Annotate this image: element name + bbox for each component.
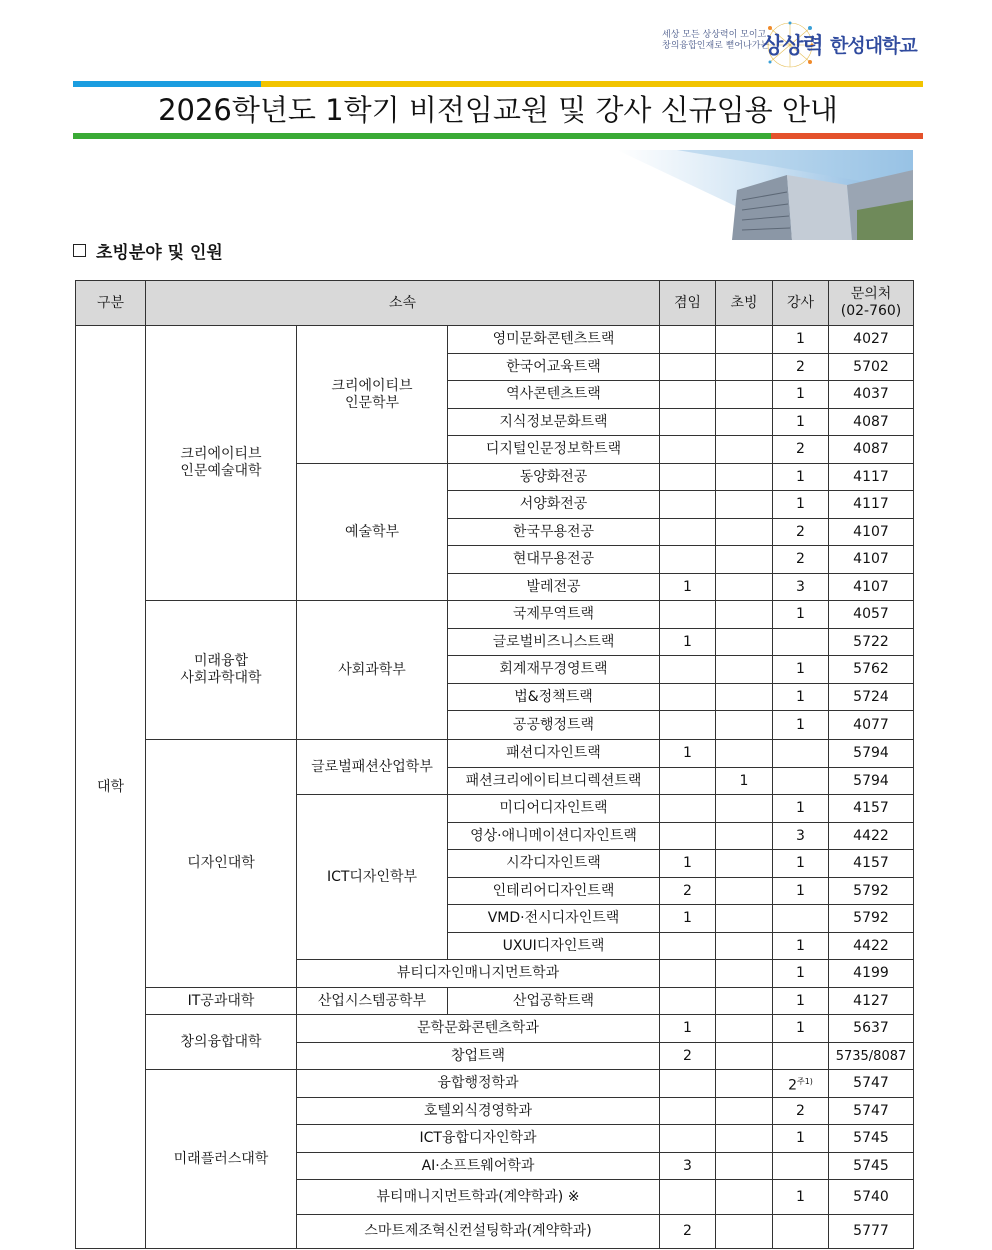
header-concurrent: 겸임 — [660, 281, 716, 326]
track-cell: 뷰티매니지먼트학과(계약학과) ※ — [297, 1180, 660, 1215]
lecturer-count-cell: 1 — [773, 711, 829, 740]
college-cell: 크리에이티브 인문예술대학 — [146, 326, 297, 601]
concurrent-count-cell — [660, 381, 716, 409]
track-cell: UXUI디자인트랙 — [448, 933, 660, 960]
header-contact — [829, 281, 914, 326]
invited-count-cell — [716, 1180, 773, 1215]
lecturer-count-cell — [773, 740, 829, 768]
concurrent-count-cell — [660, 684, 716, 711]
contact-extension-cell: 4107 — [829, 574, 914, 601]
invited-count-cell — [716, 629, 773, 656]
contact-extension-cell: 5735/8087 — [829, 1043, 914, 1070]
lecturer-count-cell: 1 — [773, 850, 829, 878]
concurrent-count-cell: 1 — [660, 850, 716, 878]
department-cell: 글로벌패션산업학부 — [297, 740, 448, 795]
track-cell: 한국무용전공 — [448, 519, 660, 546]
college-cell: 창의융합대학 — [146, 1015, 297, 1070]
lecturer-count-cell: 1 — [773, 656, 829, 684]
college-cell: 미래융합 사회과학대학 — [146, 601, 297, 740]
lecturer-count-cell: $2^{주1)}$ — [773, 1070, 829, 1098]
invited-count-cell — [716, 1015, 773, 1043]
contact-extension-cell: 4422 — [829, 823, 914, 850]
lecturer-count-cell: 1 — [773, 878, 829, 905]
track-cell: 공공행정트랙 — [448, 711, 660, 740]
invited-count-cell — [716, 933, 773, 960]
department-cell: 사회과학부 — [297, 601, 448, 740]
contact-extension-cell: 4422 — [829, 933, 914, 960]
track-cell: 패션크리에이티브디렉션트랙 — [448, 768, 660, 795]
contact-extension-cell: 4107 — [829, 546, 914, 574]
contact-extension-cell: 4199 — [829, 960, 914, 988]
lecturer-count-cell: 2 — [773, 519, 829, 546]
lecturer-count-cell — [773, 1215, 829, 1249]
concurrent-count-cell — [660, 988, 716, 1015]
lecturer-count-cell: 1 — [773, 409, 829, 436]
header-contact-line2: (02-760) — [840, 303, 902, 319]
table-row — [76, 988, 914, 1015]
header-invited: 초빙 — [716, 281, 773, 326]
invited-count-cell — [716, 326, 773, 354]
department-cell: 예술학부 — [297, 464, 448, 601]
concurrent-count-cell — [660, 795, 716, 823]
college-cell: IT공과대학 — [146, 988, 297, 1015]
concurrent-count-cell — [660, 823, 716, 850]
track-cell: 시각디자인트랙 — [448, 850, 660, 878]
lecturer-count-cell: 2 — [773, 546, 829, 574]
footnote-marker: 주1) — [796, 1076, 813, 1086]
checkbox-square-icon — [73, 244, 86, 257]
logo-university-name: 한성대학교 — [830, 35, 917, 57]
invited-count-cell — [716, 740, 773, 768]
invited-count-cell — [716, 464, 773, 491]
table-row — [76, 1070, 914, 1098]
invited-count-cell — [716, 823, 773, 850]
invited-count-cell — [716, 850, 773, 878]
track-cell: VMD·전시디자인트랙 — [448, 905, 660, 933]
header-contact-line1: 문의처 — [850, 286, 892, 302]
invited-count-cell — [716, 546, 773, 574]
lecturer-count-cell: 1 — [773, 988, 829, 1015]
header-affiliation: 소속 — [146, 281, 660, 326]
invited-count-cell — [716, 795, 773, 823]
concurrent-count-cell: 1 — [660, 629, 716, 656]
contact-extension-cell: 5745 — [829, 1125, 914, 1153]
contact-extension-cell: 4077 — [829, 711, 914, 740]
track-cell: 법&정책트랙 — [448, 684, 660, 711]
invited-count-cell — [716, 1070, 773, 1098]
invited-count-cell — [716, 878, 773, 905]
section-heading — [73, 238, 223, 263]
page-title: 2026학년도 1학기 비전임교원 및 강사 신규임용 안내 — [158, 93, 838, 127]
lecturer-count-cell: 3 — [773, 823, 829, 850]
lecturer-count-cell — [773, 768, 829, 795]
track-cell: 호텔외식경영학과 — [297, 1098, 660, 1125]
logo-brand: 상상력 — [762, 34, 823, 59]
slogan-line-1: 세상 모든 상상력이 모이고 — [662, 30, 767, 40]
track-cell: 영미문화콘텐츠트랙 — [448, 326, 660, 354]
concurrent-count-cell — [660, 326, 716, 354]
table-row — [76, 1015, 914, 1043]
contact-extension-cell: 5794 — [829, 740, 914, 768]
header-bar-red — [771, 133, 923, 139]
slogan-line-2: 창의융합인재로 뻗어나가는 — [662, 41, 770, 51]
concurrent-count-cell — [660, 546, 716, 574]
concurrent-count-cell: 2 — [660, 878, 716, 905]
header-bar-green — [73, 133, 771, 139]
lecturer-count-cell: 1 — [773, 684, 829, 711]
lecturer-count-cell: 1 — [773, 381, 829, 409]
lecturer-count-cell: 3 — [773, 574, 829, 601]
track-cell: 국제무역트랙 — [448, 601, 660, 629]
invited-count-cell: 1 — [716, 768, 773, 795]
concurrent-count-cell — [660, 768, 716, 795]
invited-count-cell — [716, 1215, 773, 1249]
concurrent-count-cell — [660, 464, 716, 491]
section-heading-text: 초빙분야 및 인원 — [96, 243, 223, 263]
invited-count-cell — [716, 711, 773, 740]
track-cell: 한국어교육트랙 — [448, 354, 660, 381]
track-cell: 지식정보문화트랙 — [448, 409, 660, 436]
contact-extension-cell: 5794 — [829, 768, 914, 795]
invited-count-cell — [716, 960, 773, 988]
track-cell: 발레전공 — [448, 574, 660, 601]
contact-extension-cell: 4117 — [829, 491, 914, 519]
lecturer-count-cell: 1 — [773, 795, 829, 823]
invited-count-cell — [716, 656, 773, 684]
invited-count-cell — [716, 1125, 773, 1153]
track-cell: 패션디자인트랙 — [448, 740, 660, 768]
university-logo — [662, 18, 918, 72]
concurrent-count-cell — [660, 601, 716, 629]
contact-extension-cell: 4107 — [829, 519, 914, 546]
department-cell: ICT디자인학부 — [297, 795, 448, 960]
concurrent-count-cell: 1 — [660, 740, 716, 768]
invited-count-cell — [716, 1098, 773, 1125]
invited-count-cell — [716, 491, 773, 519]
lecturer-count-cell: 1 — [773, 1180, 829, 1215]
track-cell: 디지털인문정보학트랙 — [448, 436, 660, 464]
contact-extension-cell: 5745 — [829, 1153, 914, 1180]
lecturer-count-cell: 2 — [773, 354, 829, 381]
table-row — [76, 601, 914, 629]
track-cell: 뷰티디자인매니지먼트학과 — [297, 960, 660, 988]
track-cell: 융합행정학과 — [297, 1070, 660, 1098]
contact-extension-cell: 5747 — [829, 1098, 914, 1125]
concurrent-count-cell — [660, 960, 716, 988]
track-cell: AI·소프트웨어학과 — [297, 1153, 660, 1180]
track-cell: 창업트랙 — [297, 1043, 660, 1070]
invited-count-cell — [716, 436, 773, 464]
contact-extension-cell: 5724 — [829, 684, 914, 711]
contact-extension-cell: 5722 — [829, 629, 914, 656]
contact-extension-cell: 5777 — [829, 1215, 914, 1249]
track-cell: 현대무용전공 — [448, 546, 660, 574]
contact-extension-cell: 4027 — [829, 326, 914, 354]
contact-extension-cell: 5702 — [829, 354, 914, 381]
lecturer-count-cell — [773, 629, 829, 656]
concurrent-count-cell: 2 — [660, 1043, 716, 1070]
table-row — [76, 326, 914, 354]
invited-count-cell — [716, 409, 773, 436]
track-cell: 영상·애니메이션디자인트랙 — [448, 823, 660, 850]
concurrent-count-cell — [660, 656, 716, 684]
lecturer-count-cell: 1 — [773, 933, 829, 960]
concurrent-count-cell — [660, 409, 716, 436]
header-category: 구분 — [76, 281, 146, 326]
track-cell: 글로벌비즈니스트랙 — [448, 629, 660, 656]
concurrent-count-cell — [660, 1180, 716, 1215]
category-cell: 대학 — [76, 326, 146, 1249]
contact-extension-cell: 5740 — [829, 1180, 914, 1215]
track-cell: 회계재무경영트랙 — [448, 656, 660, 684]
college-cell: 디자인대학 — [146, 740, 297, 988]
recruitment-table — [75, 280, 914, 1249]
contact-extension-cell: 4087 — [829, 409, 914, 436]
invited-count-cell — [716, 381, 773, 409]
contact-extension-cell: 5792 — [829, 878, 914, 905]
invited-count-cell — [716, 1043, 773, 1070]
department-cell: 크리에이티브 인문학부 — [297, 326, 448, 464]
contact-extension-cell: 4157 — [829, 850, 914, 878]
lecturer-count-cell — [773, 1153, 829, 1180]
concurrent-count-cell: 3 — [660, 1153, 716, 1180]
concurrent-count-cell: 1 — [660, 574, 716, 601]
invited-count-cell — [716, 601, 773, 629]
invited-count-cell — [716, 574, 773, 601]
contact-extension-cell: 4117 — [829, 464, 914, 491]
contact-extension-cell: 5792 — [829, 905, 914, 933]
invited-count-cell — [716, 905, 773, 933]
track-cell: 스마트제조혁신컨설팅학과(계약학과) — [297, 1215, 660, 1249]
concurrent-count-cell — [660, 933, 716, 960]
track-cell: 산업공학트랙 — [448, 988, 660, 1015]
lecturer-count-cell: 1 — [773, 601, 829, 629]
campus-building-image — [617, 150, 913, 240]
concurrent-count-cell — [660, 1125, 716, 1153]
invited-count-cell — [716, 988, 773, 1015]
invited-count-cell — [716, 684, 773, 711]
lecturer-count-cell: 1 — [773, 491, 829, 519]
concurrent-count-cell: 2 — [660, 1215, 716, 1249]
track-cell: 문학문화콘텐츠학과 — [297, 1015, 660, 1043]
contact-extension-cell: 5747 — [829, 1070, 914, 1098]
lecturer-count-cell: 1 — [773, 1015, 829, 1043]
concurrent-count-cell — [660, 1098, 716, 1125]
track-cell: 인테리어디자인트랙 — [448, 878, 660, 905]
concurrent-count-cell — [660, 491, 716, 519]
track-cell: 서양화전공 — [448, 491, 660, 519]
concurrent-count-cell — [660, 1070, 716, 1098]
track-cell: 미디어디자인트랙 — [448, 795, 660, 823]
lecturer-count-cell: 1 — [773, 960, 829, 988]
department-cell: 산업시스템공학부 — [297, 988, 448, 1015]
lecturer-count-cell: 1 — [773, 326, 829, 354]
lecturer-count-cell — [773, 1043, 829, 1070]
invited-count-cell — [716, 354, 773, 381]
track-cell: ICT융합디자인학과 — [297, 1125, 660, 1153]
lecturer-count-cell: 1 — [773, 464, 829, 491]
concurrent-count-cell: 1 — [660, 905, 716, 933]
concurrent-count-cell — [660, 354, 716, 381]
concurrent-count-cell: 1 — [660, 1015, 716, 1043]
contact-extension-cell: 4157 — [829, 795, 914, 823]
concurrent-count-cell — [660, 519, 716, 546]
lecturer-count-cell: 1 — [773, 1125, 829, 1153]
contact-extension-cell: 4037 — [829, 381, 914, 409]
contact-extension-cell: 5762 — [829, 656, 914, 684]
table-row — [76, 740, 914, 768]
lecturer-count-cell — [773, 905, 829, 933]
contact-extension-cell: 4087 — [829, 436, 914, 464]
header-lecturer: 강사 — [773, 281, 829, 326]
track-cell: 동양화전공 — [448, 464, 660, 491]
invited-count-cell — [716, 1153, 773, 1180]
lecturer-count-cell: 2 — [773, 1098, 829, 1125]
invited-count-cell — [716, 519, 773, 546]
track-cell: 역사콘텐츠트랙 — [448, 381, 660, 409]
contact-extension-cell: 4127 — [829, 988, 914, 1015]
contact-extension-cell: 4057 — [829, 601, 914, 629]
lecturer-count-cell: 2 — [773, 436, 829, 464]
concurrent-count-cell — [660, 436, 716, 464]
college-cell: 미래플러스대학 — [146, 1070, 297, 1249]
contact-extension-cell: 5637 — [829, 1015, 914, 1043]
concurrent-count-cell — [660, 711, 716, 740]
